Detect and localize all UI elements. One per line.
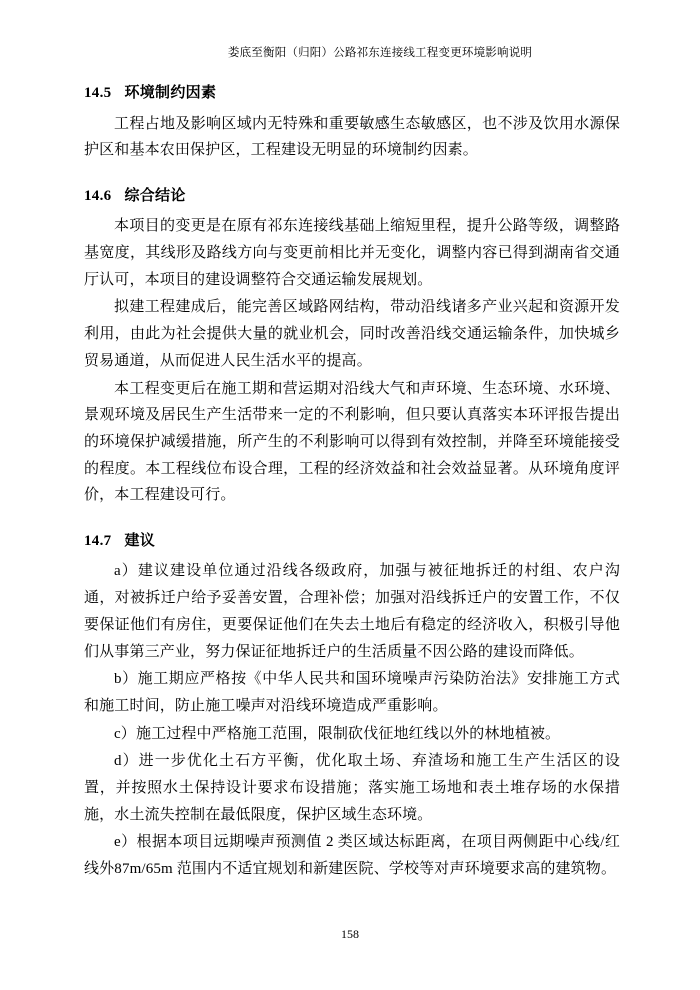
section-heading-environmental-constraints — [84, 82, 620, 105]
spacer — [84, 165, 620, 171]
paragraph: 工程占地及影响区域内无特殊和重要敏感生态敏感区，也不涉及饮用水源保护区和基本农田保护区，工程建设无明显的环境制约因素。 — [84, 115, 620, 159]
page-number: 158 — [341, 927, 359, 941]
paragraph: d）进一步优化土石方平衡，优化取土场、弃渣场和施工生产生活区的设置，并按照水土保持设计要求布设措施；落实施工场地和表土堆存场的水保措施，水土流失控制在最低限度，保护区域生态环境。 — [84, 753, 620, 823]
section-heading-comprehensive-conclusion — [84, 185, 620, 208]
section-title: 建议 — [124, 532, 156, 549]
paragraph: b）施工期应严格按《中华人民共和国环境噪声污染防治法》安排施工方式和施工时间，防止施工噪声对沿线环境造成严重影响。 — [84, 671, 620, 714]
section-number: 14.7 — [84, 532, 112, 549]
running-title: 娄底至衡阳（归阳）公路祁东连接线工程变更环境影响说明 — [227, 47, 533, 59]
paragraph: c）施工过程中严格施工范围，限制砍伐征地红线以外的林地植被。 — [114, 725, 561, 742]
section-title: 综合结论 — [124, 187, 186, 204]
spacer — [84, 510, 620, 516]
section-number: 14.6 — [84, 187, 112, 204]
section-heading-recommendations — [84, 530, 620, 553]
paragraph: 拟建工程建成后，能完善区域路网结构，带动沿线诸多产业兴起和资源开发利用，由此为社会提供大量的就业机会，同时改善沿线交通运输条件，加快城乡贸易通道，从而促进人民生活水平的提高。 — [84, 299, 620, 369]
paragraph: 本工程变更后在施工期和营运期对沿线大气和声环境、生态环境、水环境、景观环境及居民生产生活带来一定的不利影响，但只要认真落实本环评报告提出的环境保护减缓措施，所产生的不利影响可以得到有效控制，并降至环境能接受的程度。本工程线位布设合理，工程的经济效益和社会效益显著。从环境角度评价，本工程建设可行。 — [84, 380, 620, 504]
paragraph: 本项目的变更是在原有祁东连接线基础上缩短里程，提升公路等级，调整路基宽度，其线形及路线方向与变更前相比并无变化，调整内容已得到湖南省交通厅认可，本项目的建设调整符合交通运输发展规划。 — [84, 218, 620, 288]
paragraph: a）建议建设单位通过沿线各级政府，加强与被征地拆迁的村组、农户沟通，对被拆迁户给予妥善安置，合理补偿；加强对沿线拆迁户的安置工作，不仅要保证他们有房住，更要保证他们在失去土地后有稳定的经济收入，积极引导他们从事第三产业，努力保证征地拆迁户的生活质量不因公路的建设而降低。 — [84, 563, 620, 660]
paragraph: e）根据本项目远期噪声预测值 2 类区域达标距离，在项目两侧距中心线/红线外87m/65m 范围内不适宜规划和新建医院、学校等对声环境要求高的建筑物。 — [84, 834, 620, 877]
page-header — [0, 44, 700, 60]
page-body — [84, 82, 620, 884]
section-title: 环境制约因素 — [124, 85, 217, 101]
page-footer — [0, 927, 700, 942]
section-number: 14.5 — [84, 85, 112, 101]
